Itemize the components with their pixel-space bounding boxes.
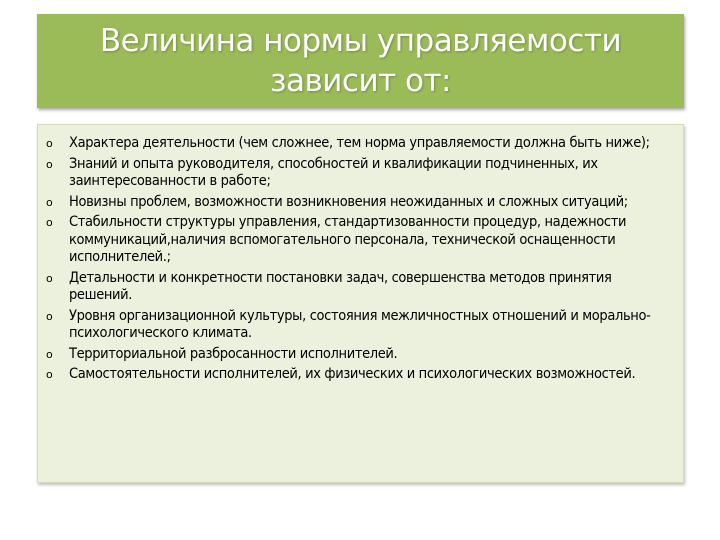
list-item-text: Самостоятельности исполнителей, их физических и психологических возможностей. [69, 366, 636, 382]
content-panel [37, 124, 684, 483]
list-item [46, 346, 673, 364]
bullet-marker-icon: o [46, 195, 53, 209]
list-item [46, 270, 673, 305]
list-item-text: Уровня организационной культуры, состояния межличностных отношений и морально-психологического климата. [69, 307, 651, 341]
list-item-text: Детальности и конкретности постановки задач, совершенства методов принятия решений. [69, 269, 612, 303]
bullet-list [38, 125, 683, 384]
bullet-marker-icon: o [46, 309, 53, 323]
bullet-marker-icon: o [46, 347, 53, 361]
bullet-marker-icon: o [46, 368, 53, 381]
bullet-marker-icon: o [46, 216, 53, 229]
list-item [46, 366, 673, 384]
list-item [46, 308, 673, 343]
list-item [46, 194, 673, 212]
list-item-text: Знаний и опыта руководителя, способностей и квалификации подчиненных, их заинтересованности в работе; [69, 155, 598, 189]
list-item [46, 214, 673, 267]
bullet-marker-icon: o [46, 137, 53, 150]
list-item [46, 135, 673, 153]
bullet-marker-icon: o [46, 157, 53, 171]
bullet-marker-icon: o [46, 271, 53, 285]
list-item-text: Характера деятельности (чем сложнее, тем норма управляемости должна быть ниже); [69, 135, 650, 151]
list-item-text: Стабильности структуры управления, стандартизованности процедур, надежности коммуникаций,наличия вспомогательного персонала, технической оснащенности исполнителей.; [69, 214, 627, 265]
list-item-text: Новизны проблем, возможности возникновения неожиданных и сложных ситуаций; [69, 193, 628, 210]
list-item [46, 156, 673, 191]
list-item-text: Территориальной разбросанности исполнителей. [69, 345, 398, 362]
slide-title-banner [37, 14, 684, 108]
slide-title: Величина нормы управляемости зависит от: [99, 22, 622, 99]
